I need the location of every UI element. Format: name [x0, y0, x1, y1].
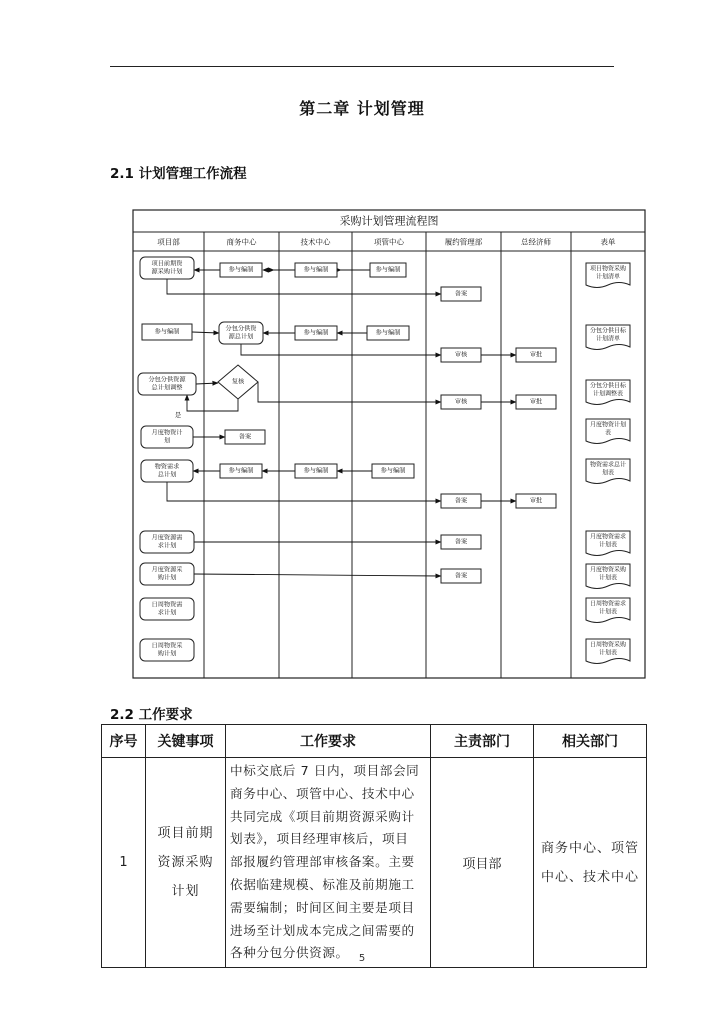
- flow-node: [441, 535, 481, 549]
- form-label: 划表: [601, 469, 615, 477]
- flow-arrow: [258, 382, 441, 402]
- flow-node: [140, 257, 194, 279]
- requirement-line: 进场至计划成本完成之间需要的: [230, 922, 415, 938]
- flow-node: [516, 395, 556, 409]
- node-label: 购计划: [157, 650, 177, 658]
- requirement-line: 中标交底后 7 日内，项目部会同: [230, 763, 420, 778]
- node-label: 物资需求: [154, 463, 180, 471]
- cell-related-dept: [534, 758, 647, 968]
- flow-node: [220, 263, 262, 277]
- cell-main-dept: 项目部: [431, 758, 534, 968]
- node-label: 参与编制: [375, 329, 401, 337]
- flow-arrow: [167, 482, 441, 501]
- lane-header: 总经济师: [521, 237, 551, 247]
- node-label: 审批: [529, 351, 543, 359]
- node-label: 备案: [454, 290, 468, 298]
- flow-node: [140, 639, 194, 661]
- flow-node: [441, 494, 481, 508]
- header-related-dept: 相关部门: [534, 725, 647, 758]
- flowchart-frame: [133, 210, 645, 678]
- flow-node: [218, 365, 258, 399]
- form-label: 计划表: [598, 649, 618, 657]
- node-label: 参与编制: [303, 329, 329, 337]
- flow-node: [441, 287, 481, 301]
- node-label: 参与编制: [228, 467, 254, 475]
- flow-node: [141, 460, 193, 482]
- requirement-line: 划表》，项目经理审核后，项目: [230, 831, 409, 847]
- key-line: 项目前期: [157, 826, 214, 842]
- form-label: 计划调整表: [592, 390, 624, 398]
- form-label: 月度物资采购: [589, 566, 627, 574]
- work-requirements-table: [101, 724, 647, 968]
- node-label: 源总计划: [228, 333, 254, 341]
- node-label: 参与编制: [303, 266, 329, 274]
- node-label: 参与编制: [375, 266, 401, 274]
- node-label: 月度资源采: [151, 566, 183, 574]
- page-number: 5: [358, 953, 366, 964]
- flow-node: [142, 324, 192, 340]
- form-document: [586, 459, 630, 484]
- header-requirement: 工作要求: [226, 725, 431, 758]
- flow-node: [441, 395, 481, 409]
- form-document: [586, 598, 630, 623]
- form-document: [586, 263, 630, 288]
- form-document: [586, 639, 630, 664]
- form-label: 分包分供目标: [589, 327, 627, 335]
- flow-node: [295, 263, 337, 277]
- header-key-item: 关键事项: [146, 725, 226, 758]
- form-document: [586, 531, 630, 556]
- node-label: 备案: [238, 433, 252, 441]
- flow-node: [295, 326, 337, 340]
- form-label: 项目物资采购: [589, 265, 627, 273]
- node-label: 参与编制: [228, 266, 254, 274]
- requirement-line: 各种分包分供资源。: [230, 945, 349, 961]
- lane-header: 表单: [600, 237, 616, 247]
- node-label: 参与编制: [380, 467, 406, 475]
- flow-node: [372, 464, 414, 478]
- node-label: 求计划: [157, 609, 177, 617]
- flow-node: [367, 326, 409, 340]
- cell-key-item: [146, 758, 226, 968]
- key-line: 计划: [171, 884, 200, 900]
- node-label: 求计划: [157, 542, 177, 550]
- form-label: 计划表: [598, 574, 618, 582]
- flow-node: [140, 598, 194, 620]
- flow-node: [441, 569, 481, 583]
- requirement-line: 商务中心、项管中心、技术中心: [230, 785, 415, 801]
- table-header-row: [102, 725, 647, 758]
- node-label: 分包分供资源: [148, 376, 186, 384]
- flow-node: [140, 563, 194, 585]
- form-label: 日周物资采购: [589, 641, 627, 649]
- flow-node: [220, 464, 262, 478]
- form-label: 计划清单: [595, 335, 621, 343]
- requirement-line: 需要编制；时间区间主要是项目: [230, 899, 415, 915]
- flow-arrow: [187, 395, 238, 411]
- header-main-dept: 主责部门: [431, 725, 534, 758]
- form-label: 计划表: [598, 608, 618, 616]
- form-label: 分包分供目标: [589, 382, 627, 390]
- form-document: [586, 419, 630, 444]
- node-label: 备案: [454, 572, 468, 580]
- requirement-line: 部报履约管理部审核备案。主要: [230, 854, 415, 870]
- flow-arrow: [167, 279, 441, 294]
- chapter-title: 第二章 计划管理: [299, 99, 425, 118]
- flow-arrow: [196, 383, 218, 384]
- form-label: 物资需求总计: [589, 461, 627, 469]
- form-document: [586, 380, 630, 405]
- node-label: 月度物资计: [151, 429, 183, 437]
- form-label: 月度物资计划: [589, 421, 627, 429]
- section-heading-requirements: 2.2 工作要求: [110, 707, 193, 723]
- node-label: 划: [163, 437, 171, 445]
- node-label: 备案: [454, 538, 468, 546]
- flow-node: [225, 430, 265, 444]
- node-label: 参与编制: [303, 467, 329, 475]
- form-label: 月度物资需求: [589, 533, 627, 541]
- requirement-line: 共同完成《项目前期资源采购计: [230, 808, 415, 824]
- node-label: 审核: [454, 351, 468, 359]
- cell-requirement: [226, 758, 431, 968]
- form-label: 日周物资需求: [589, 600, 627, 608]
- node-label: 购计划: [157, 574, 177, 582]
- requirement-line: 依据临建规模、标准及前期施工: [230, 876, 415, 892]
- flow-node: [138, 373, 196, 395]
- node-label: 复核: [231, 378, 245, 386]
- lane-header: 履约管理部: [444, 237, 483, 247]
- section-heading-workflow: 2.1 计划管理工作流程: [110, 166, 247, 182]
- form-label: 计划清单: [595, 273, 621, 281]
- table-row: [102, 758, 647, 968]
- lane-header: 技术中心: [300, 237, 331, 247]
- flow-node: [370, 263, 406, 277]
- node-label: 总计划调整: [151, 384, 183, 392]
- node-label: 项目前期资: [151, 260, 183, 268]
- yes-label: 是: [174, 411, 182, 419]
- flow-node: [140, 531, 194, 553]
- node-label: 参与编制: [154, 328, 180, 336]
- form-label: 表: [604, 429, 612, 437]
- flow-node: [219, 322, 263, 344]
- flow-arrow: [241, 344, 441, 355]
- node-label: 月度资源需: [151, 534, 183, 542]
- header-rule: [110, 66, 614, 67]
- form-document: [586, 325, 630, 350]
- flow-arrow: [194, 574, 441, 576]
- node-label: 日周物资采: [151, 642, 183, 650]
- form-document: [586, 564, 630, 589]
- flow-node: [516, 494, 556, 508]
- flow-node: [441, 348, 481, 362]
- flowchart-title: 采购计划管理流程图: [339, 214, 439, 228]
- related-line: 商务中心、项管: [540, 840, 639, 856]
- node-label: 审批: [529, 398, 543, 406]
- lane-header: 项目部: [157, 237, 180, 247]
- node-label: 审核: [454, 398, 468, 406]
- key-line: 资源采购: [157, 855, 214, 871]
- flow-node: [295, 464, 337, 478]
- node-label: 备案: [454, 497, 468, 505]
- node-label: 总计划: [157, 471, 177, 479]
- header-no: 序号: [102, 725, 146, 758]
- form-label: 计划表: [598, 541, 618, 549]
- cell-no: 1: [102, 758, 146, 968]
- flow-node: [516, 348, 556, 362]
- procurement-plan-flowchart: [132, 209, 646, 679]
- node-label: 审批: [529, 497, 543, 505]
- node-label: 源采购计划: [151, 268, 183, 276]
- lane-header: 项管中心: [374, 237, 404, 247]
- flow-arrow: [192, 332, 219, 333]
- node-label: 分包分供资: [225, 325, 257, 333]
- flow-node: [141, 426, 193, 448]
- related-line: 中心、技术中心: [540, 869, 639, 885]
- node-label: 日周物资需: [151, 601, 183, 609]
- lane-header: 商务中心: [226, 237, 257, 247]
